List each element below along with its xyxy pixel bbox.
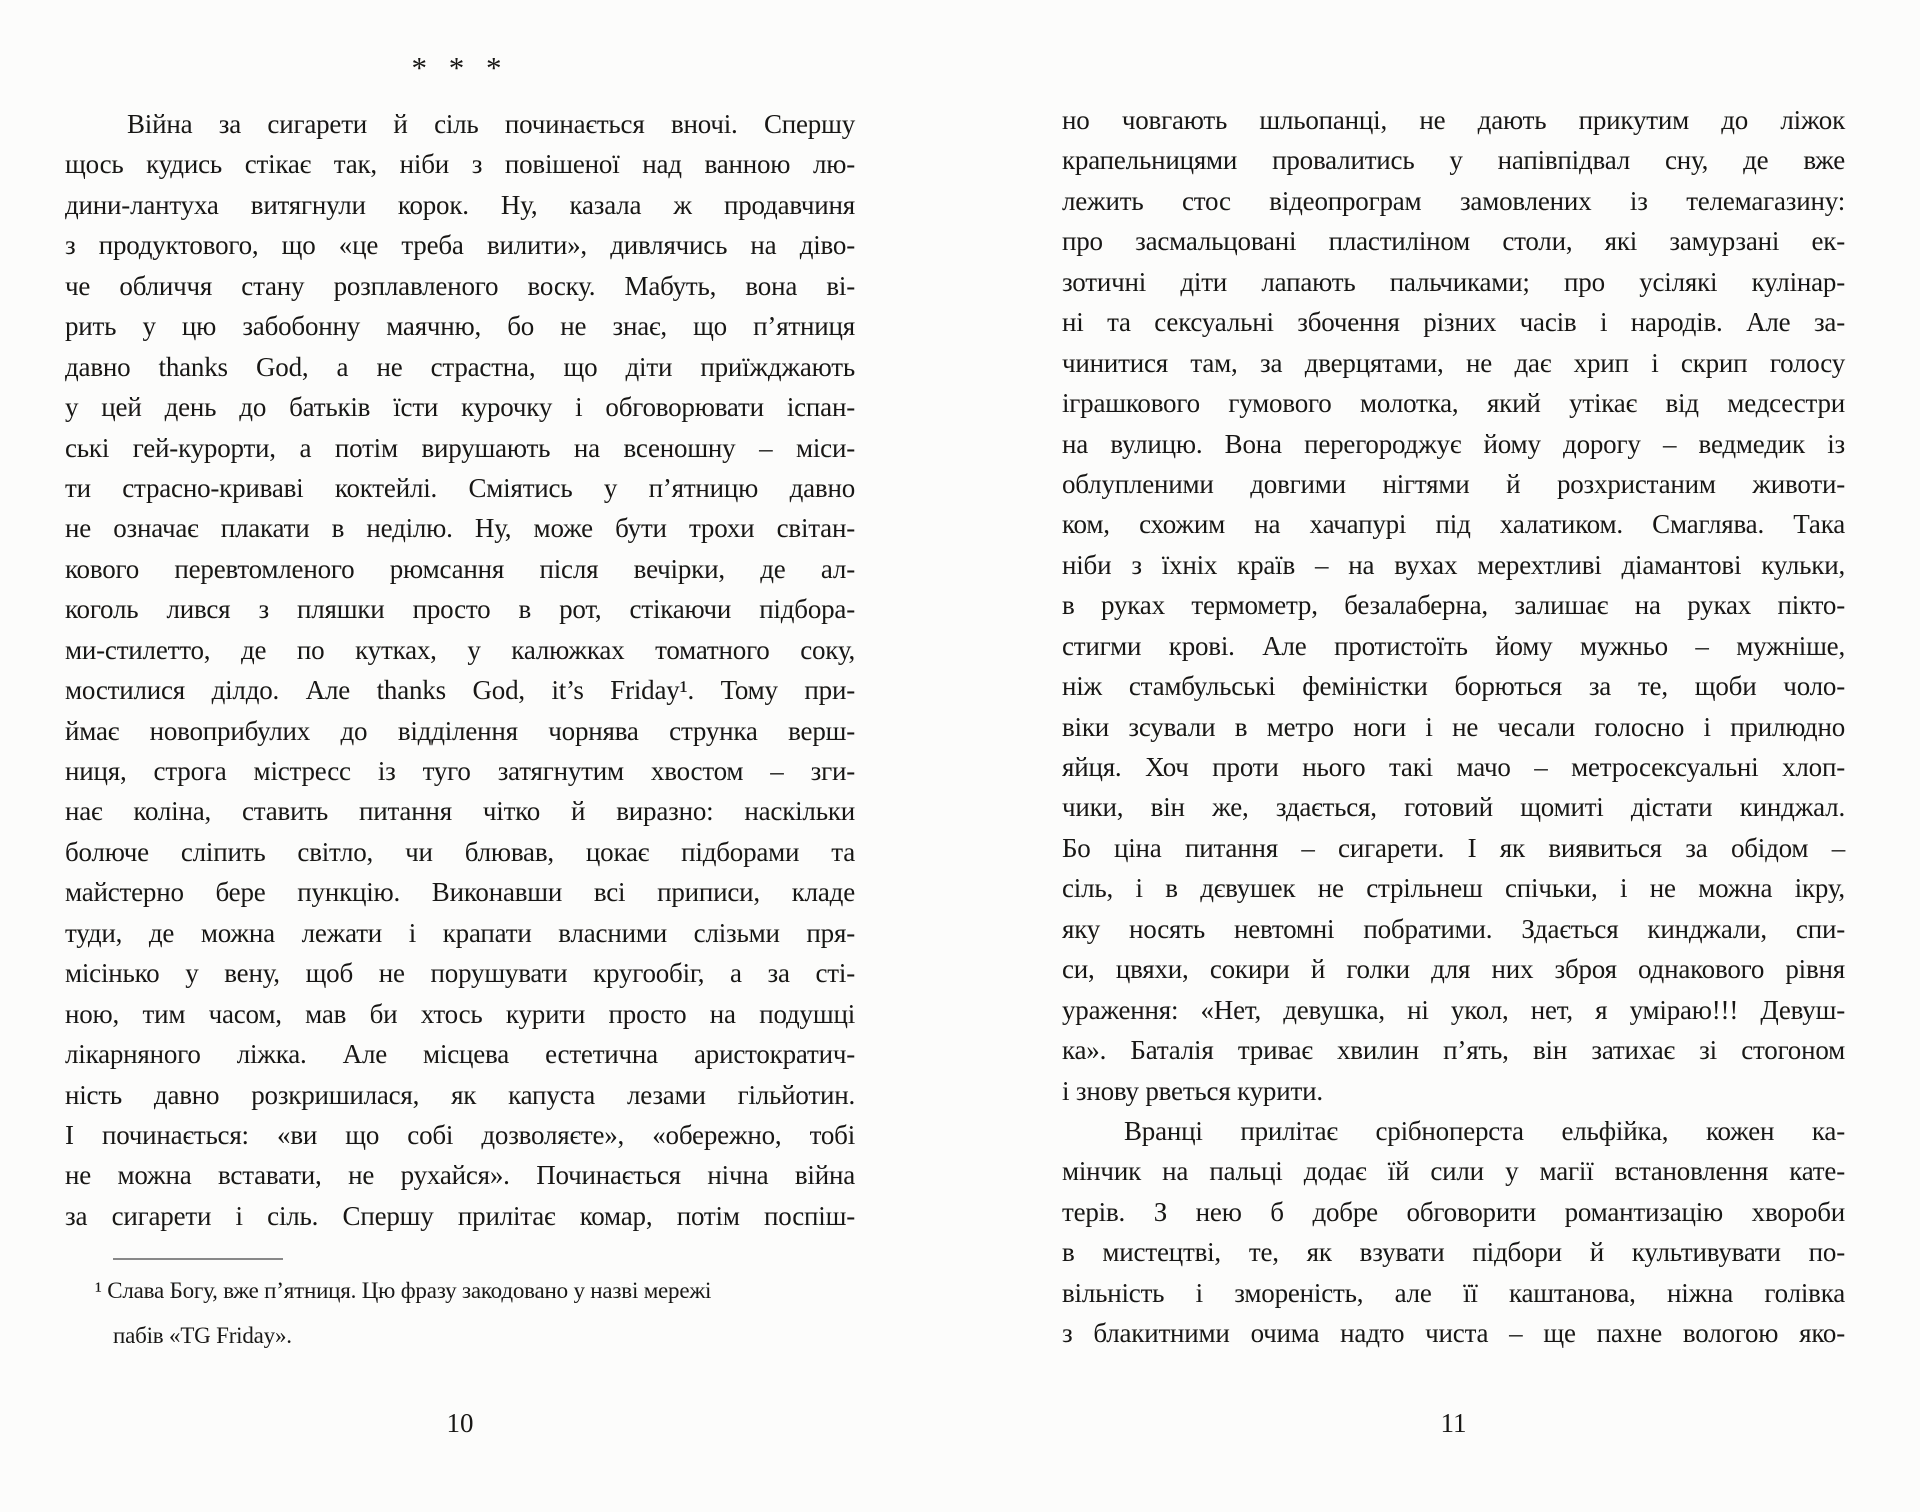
- text-line: ти страсно-криваві коктейлі. Сміятись у п’ятницю давно: [65, 472, 855, 503]
- text-line: з продуктового, що «це треба вилити», дивлячись на діво-: [65, 230, 855, 261]
- text-line: рить у цю забобонну маячню, бо не знає, що п’ятниця: [65, 311, 855, 342]
- footnote-line: ¹ Слава Богу, вже п’ятниця. Цю фразу закодовано у назві мережі: [95, 1278, 712, 1304]
- text-line: майстерно бере пункцію. Виконавши всі приписи, кладе: [65, 877, 855, 908]
- text-line: яку носять невтомні побратими. Здається кинджали, спи-: [1062, 913, 1845, 944]
- text-line: не означає плакати в неділю. Ну, може бути трохи світан-: [65, 513, 855, 544]
- text-line: іграшкового гумового молотка, який утікає від медсестри: [1062, 388, 1845, 419]
- text-line: не можна вставати, не рухайся». Починається нічна війна: [65, 1160, 855, 1191]
- page-left: [65, 36, 855, 1438]
- page-number-left: 10: [446, 1408, 474, 1438]
- text-line: за сигарети і сіль. Спершу прилітає комар, потім поспіш-: [65, 1200, 855, 1231]
- text-line: віки зсували в метро ноги і не чесали голосно і прилюдно: [1062, 711, 1845, 742]
- text-line: ка». Баталія триває хвилин п’ять, він затихає зі стогоном: [1062, 1035, 1845, 1066]
- text-line: ураження: «Нет, девушка, ні укол, нет, я уміраю!!! Девуш-: [1062, 994, 1845, 1025]
- text-line: мінчик на пальці додає їй сили у магії встановлення кате-: [1062, 1156, 1845, 1187]
- text-line: зотичні діти лапають пальчиками; про усілякі кулінар-: [1062, 266, 1845, 297]
- text-line: Війна за сигарети й сіль починається вночі. Спершу: [127, 109, 855, 139]
- text-line: нає коліна, ставить питання чітко й виразно: наскільки: [65, 796, 855, 827]
- text-line: облупленими довгими нігтями й розхристаним животи-: [1062, 468, 1845, 499]
- text-line: туди, де можна лежати і крапати власними слізьми пря-: [65, 917, 855, 948]
- text-line: лікарняного ліжка. Але місцева естетична аристократич-: [65, 1039, 855, 1070]
- text-line: си, цвяхи, сокири й голки для них зброя однакового рівня: [1062, 954, 1845, 985]
- text-line: чинитися там, за дверцятами, не дає хрип і скрип голосу: [1062, 347, 1845, 378]
- text-line: мостилися ділдо. Але thanks God, it’s Friday¹. Тому при-: [65, 675, 855, 706]
- footnote-line: пабів «TG Friday».: [113, 1323, 292, 1349]
- page-right-body: [1062, 100, 1845, 1354]
- text-line: ми-стилетто, де по кутках, у калюжках томатного соку,: [65, 634, 855, 665]
- section-divider: * * *: [411, 50, 509, 85]
- text-line: місінько у вену, щоб не порушувати кругообіг, а за сті-: [65, 958, 855, 989]
- text-line: у цей день до батьків їсти курочку і обговорювати іспан-: [65, 392, 855, 423]
- text-line: ніж стамбульські феміністки борються за те, щоби чоло-: [1062, 671, 1845, 702]
- text-line: з блакитними очима надто чиста – ще пахне вологою яко-: [1062, 1318, 1845, 1349]
- text-line: на вулицю. Вона перегороджує йому дорогу – ведмедик із: [1062, 428, 1845, 459]
- page-number-right: 11: [1440, 1408, 1467, 1438]
- text-line: ніби з їхніх країв – на вухах мерехтливі діамантові кульки,: [1062, 549, 1845, 580]
- text-line: ні та сексуальні збочення різних часів і народів. Але за-: [1062, 307, 1845, 338]
- footnote-rule: [113, 1258, 283, 1260]
- text-line: чики, він же, здається, готовий щомиті дістати кинджал.: [1062, 792, 1845, 823]
- text-line: че обличчя стану розплавленого воску. Мабуть, вона ві-: [65, 270, 855, 301]
- text-line: і знову рветься курити.: [1062, 1075, 1323, 1106]
- text-line: в мистецтві, те, як взувати підбори й культивувати по-: [1062, 1237, 1845, 1268]
- text-line: щось кудись стікає так, ніби з повішеної над ванною лю-: [65, 149, 855, 180]
- text-line: І починається: «ви що собі дозволяєте», «обережно, тобі: [65, 1119, 855, 1150]
- text-line: сіль, і в дєвушек не стрільнеш спічьки, і не можна ікру,: [1062, 873, 1845, 904]
- page-right: [1062, 100, 1845, 1438]
- text-line: крапельницями провалитись у напівпідвал сну, де вже: [1062, 145, 1845, 176]
- text-line: ниця, строга містресс із туго затягнутим хвостом – зги-: [65, 756, 855, 786]
- text-line: про засмальцовані пластиліном столи, які замурзані ек-: [1062, 226, 1845, 257]
- text-line: стигми крові. Але протистоїть йому мужньо – мужніше,: [1062, 630, 1845, 661]
- text-line: дини-лантуха витягнули корок. Ну, казала ж продавчиня: [65, 189, 855, 220]
- text-line: ною, тим часом, мав би хтось курити просто на подушці: [65, 998, 855, 1029]
- text-line: болюче сліпить світло, чи блював, цокає підборами та: [65, 836, 855, 867]
- text-line: но човгають шльопанці, не дають прикутим до ліжок: [1062, 105, 1845, 135]
- text-line: Бо ціна питання – сигарети. І як виявиться за обідом –: [1062, 832, 1845, 863]
- footnote: [65, 1258, 855, 1358]
- page-left-body: [65, 104, 855, 1236]
- text-line: ність давно розкришилася, як капуста лезами гільйотин.: [65, 1079, 855, 1110]
- text-line: в руках термометр, безалаберна, залишає на руках пікто-: [1062, 590, 1845, 621]
- text-line: коголь лився з пляшки просто в рот, стікаючи підбора-: [65, 594, 855, 625]
- text-line: ймає новоприбулих до відділення чорнява струнка верш-: [65, 715, 855, 746]
- text-line: яйця. Хоч проти нього такі мачо – метросексуальні хлоп-: [1062, 752, 1845, 782]
- text-line: ком, схожим на хачапурі під халатиком. Смаглява. Така: [1062, 509, 1845, 540]
- footnote-text: [65, 1268, 855, 1358]
- text-line: Вранці прилітає срібноперста ельфійка, кожен ка-: [1124, 1115, 1845, 1146]
- text-line: лежить стос відеопрограм замовлених із телемагазину:: [1062, 185, 1845, 216]
- text-line: кового перевтомленого рюмсання після вечірки, де ал-: [65, 553, 855, 584]
- text-line: давно thanks God, а не страстна, що діти приїжджають: [65, 351, 855, 382]
- text-line: терів. З нею б добре обговорити романтизацію хвороби: [1062, 1196, 1845, 1227]
- text-line: ські гей-курорти, а потім вирушають на всеношну – міси-: [65, 432, 855, 463]
- text-line: вільність і змореність, але її каштанова, ніжна голівка: [1062, 1277, 1845, 1308]
